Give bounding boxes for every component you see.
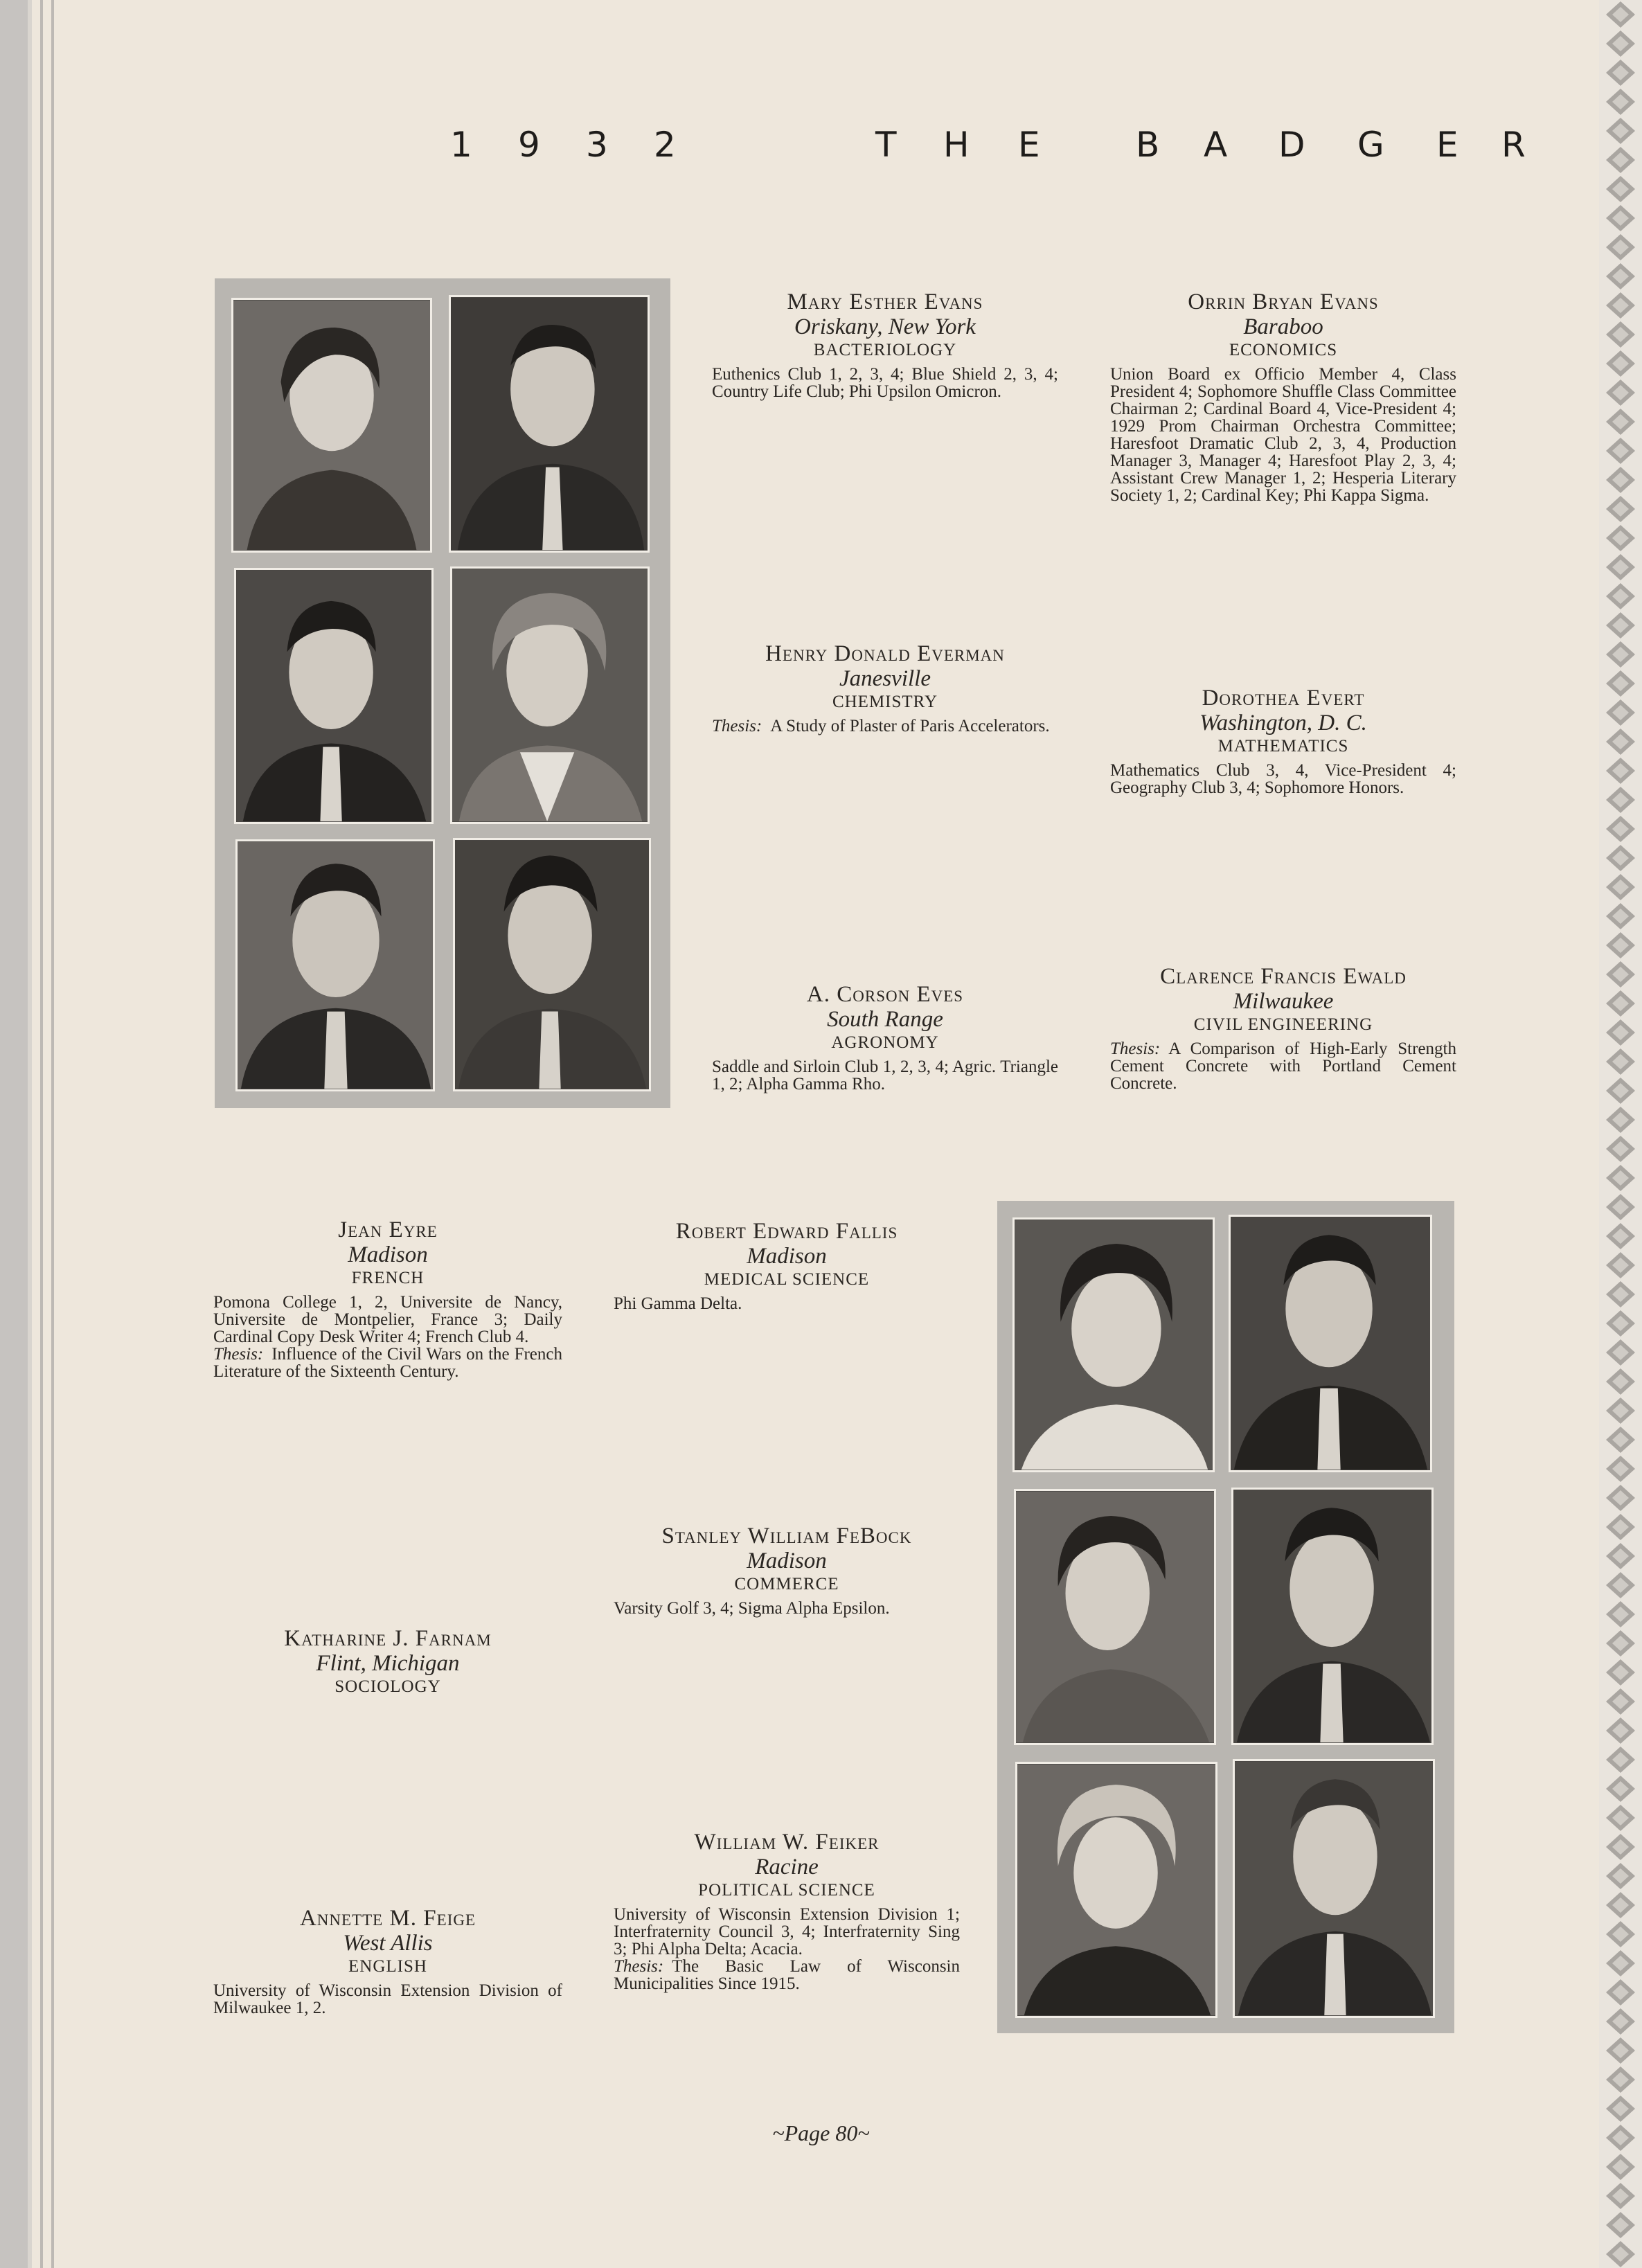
header-title-letter: R — [1501, 125, 1526, 165]
page-header — [0, 125, 1642, 173]
student-hometown: Madison — [747, 1548, 827, 1573]
header-title-letter: T — [875, 125, 897, 165]
student-department: AGRONOMY — [831, 1033, 939, 1052]
header-title-letter: G — [1357, 125, 1384, 165]
left-binding-strip — [0, 0, 28, 2268]
diamond-border — [1599, 0, 1642, 2268]
student-activities: Euthenics Club 1, 2, 3, 4; Blue Shield 2, 3, 4; Country Life Club; Phi Upsilon Omicron. — [712, 365, 1058, 401]
portrait-block-bottom — [997, 1201, 1454, 2033]
student-department: POLITICAL SCIENCE — [698, 1881, 875, 1900]
portrait-photo — [1233, 1759, 1435, 2018]
student-name: Henry Donald Everman — [765, 641, 1005, 666]
student-hometown: Baraboo — [1243, 314, 1323, 339]
student-hometown: Oriskany, New York — [794, 314, 976, 339]
portrait-photo — [235, 839, 435, 1091]
student-hometown: Milwaukee — [1233, 989, 1334, 1014]
student-name: Mary Esther Evans — [787, 289, 983, 314]
student-department: ECONOMICS — [1229, 341, 1338, 359]
student-department: COMMERCE — [734, 1575, 839, 1593]
portrait-photo — [1229, 1215, 1432, 1472]
header-title-letter: E — [1436, 125, 1458, 165]
student-thesis — [712, 717, 1058, 735]
student-entry — [213, 1217, 562, 1380]
header-title-letter: A — [1204, 125, 1228, 165]
student-activities: Phi Gamma Delta. — [614, 1294, 742, 1313]
page-number: ~Page 80~ — [772, 2120, 870, 2145]
student-entry — [712, 289, 1058, 400]
student-entry — [213, 1626, 562, 1698]
header-year-digit: 2 — [654, 125, 676, 165]
student-hometown: Racine — [755, 1855, 819, 1879]
thesis-text: A Study of Plaster of Paris Accelerators. — [770, 717, 1050, 735]
portrait-photo — [449, 295, 650, 553]
student-activities: Varsity Golf 3, 4; Sigma Alpha Epsilon. — [614, 1599, 890, 1618]
student-activities: Pomona College 1, 2, Universite de Nancy, Universite de Montpelier, France 3; Daily Cardinal Copy Desk Writer 4; French Club 4. — [213, 1293, 562, 1346]
student-name: A. Corson Eves — [806, 982, 964, 1007]
portrait-photo — [453, 838, 651, 1091]
student-department: CIVIL ENGINEERING — [1193, 1015, 1373, 1034]
portrait-photo — [1014, 1489, 1216, 1745]
thesis-text: Influence of the Civil Wars on the French Literature of the Sixteenth Century. — [213, 1345, 562, 1381]
portrait-photo — [1015, 1762, 1217, 2018]
left-rule — [51, 0, 54, 2268]
thesis-text: A Comparison of High-Early Strength Cement Concrete with Portland Cement Concrete. — [1110, 1039, 1456, 1093]
header-title-letter: H — [943, 125, 970, 165]
student-name: Katharine J. Farnam — [284, 1626, 492, 1651]
student-entry — [712, 641, 1058, 735]
student-entry — [614, 1830, 960, 1992]
student-thesis — [213, 1346, 562, 1380]
student-department: FRENCH — [351, 1269, 425, 1287]
portrait-photo — [1231, 1488, 1434, 1745]
thesis-label: Thesis: — [712, 717, 762, 735]
student-thesis — [1110, 1040, 1456, 1092]
header-title-letter: E — [1018, 125, 1040, 165]
student-name: Jean Eyre — [338, 1217, 438, 1242]
student-activities: University of Wisconsin Extension Division 1; Interfraternity Council 3, 4; Interfraternity Sing 3; Phi Alpha Delta; Acacia. — [614, 1905, 960, 1958]
thesis-label: Thesis: — [614, 1957, 664, 1976]
student-department: BACTERIOLOGY — [813, 341, 957, 359]
header-year-digit: 3 — [586, 125, 608, 165]
thesis-label: Thesis: — [213, 1345, 264, 1364]
student-hometown: Washington, D. C. — [1199, 711, 1367, 735]
student-name: Dorothea Evert — [1202, 686, 1365, 711]
student-entry — [1110, 964, 1456, 1092]
student-activities: Union Board ex Officio Member 4, Class President 4; Sophomore Shuffle Class Committee Chairman 2; Cardinal Board 4, Vice-President 4; 1929 Prom Chairman Orchestra Committee; Haresfoot Dramatic Club 2, 3, 4, Production Manager 3, Manager 4; Haresfoot Play 2, 3, 4; Assistant Crew Manager 1, 2; Hesperia Literary Society 1, 2; Cardinal Key; Phi Kappa Sigma. — [1110, 365, 1456, 505]
thesis-text: The Basic Law of Wisconsin Municipalities Since 1915. — [614, 1957, 960, 1993]
header-title-letter: D — [1278, 125, 1305, 165]
header-title-letter: B — [1136, 125, 1160, 165]
portrait-photo — [234, 568, 434, 824]
thesis-label: Thesis: — [1110, 1039, 1161, 1058]
portrait-photo — [1012, 1217, 1215, 1472]
student-entry — [614, 1524, 960, 1617]
portrait-photo — [450, 566, 650, 824]
student-entry — [1110, 289, 1456, 504]
student-thesis — [614, 1958, 960, 1992]
student-hometown: South Range — [827, 1007, 943, 1032]
student-activities: Mathematics Club 3, 4, Vice-President 4; Geography Club 3, 4; Sophomore Honors. — [1110, 761, 1456, 797]
student-department: SOCIOLOGY — [334, 1677, 441, 1696]
left-rule — [40, 0, 43, 2268]
student-name: Stanley William FeBock — [661, 1524, 912, 1548]
student-name: Orrin Bryan Evans — [1188, 289, 1379, 314]
portrait-block-top — [215, 278, 670, 1108]
student-entry — [213, 1906, 562, 2017]
student-activities: University of Wisconsin Extension Division of Milwaukee 1, 2. — [213, 1981, 562, 2017]
student-hometown: Flint, Michigan — [316, 1651, 460, 1676]
student-name: Robert Edward Fallis — [675, 1219, 898, 1244]
student-hometown: West Allis — [343, 1931, 433, 1956]
student-entry — [1110, 686, 1456, 796]
student-name: Clarence Francis Ewald — [1160, 964, 1407, 989]
student-department: MATHEMATICS — [1217, 737, 1349, 756]
student-department: MEDICAL SCIENCE — [704, 1270, 870, 1289]
header-year-digit: 9 — [518, 125, 540, 165]
student-activities: Saddle and Sirloin Club 1, 2, 3, 4; Agric. Triangle 1, 2; Alpha Gamma Rho. — [712, 1057, 1058, 1093]
student-department: ENGLISH — [348, 1957, 427, 1976]
student-department: CHEMISTRY — [832, 693, 938, 711]
student-hometown: Madison — [348, 1242, 428, 1267]
student-hometown: Madison — [747, 1244, 827, 1269]
student-name: Annette M. Feige — [299, 1906, 476, 1931]
student-entry — [614, 1219, 960, 1312]
student-name: William W. Feiker — [694, 1830, 880, 1855]
student-hometown: Janesville — [839, 666, 931, 691]
header-year-digit: 1 — [450, 125, 472, 165]
student-entry — [712, 982, 1058, 1093]
portrait-photo — [231, 298, 432, 553]
